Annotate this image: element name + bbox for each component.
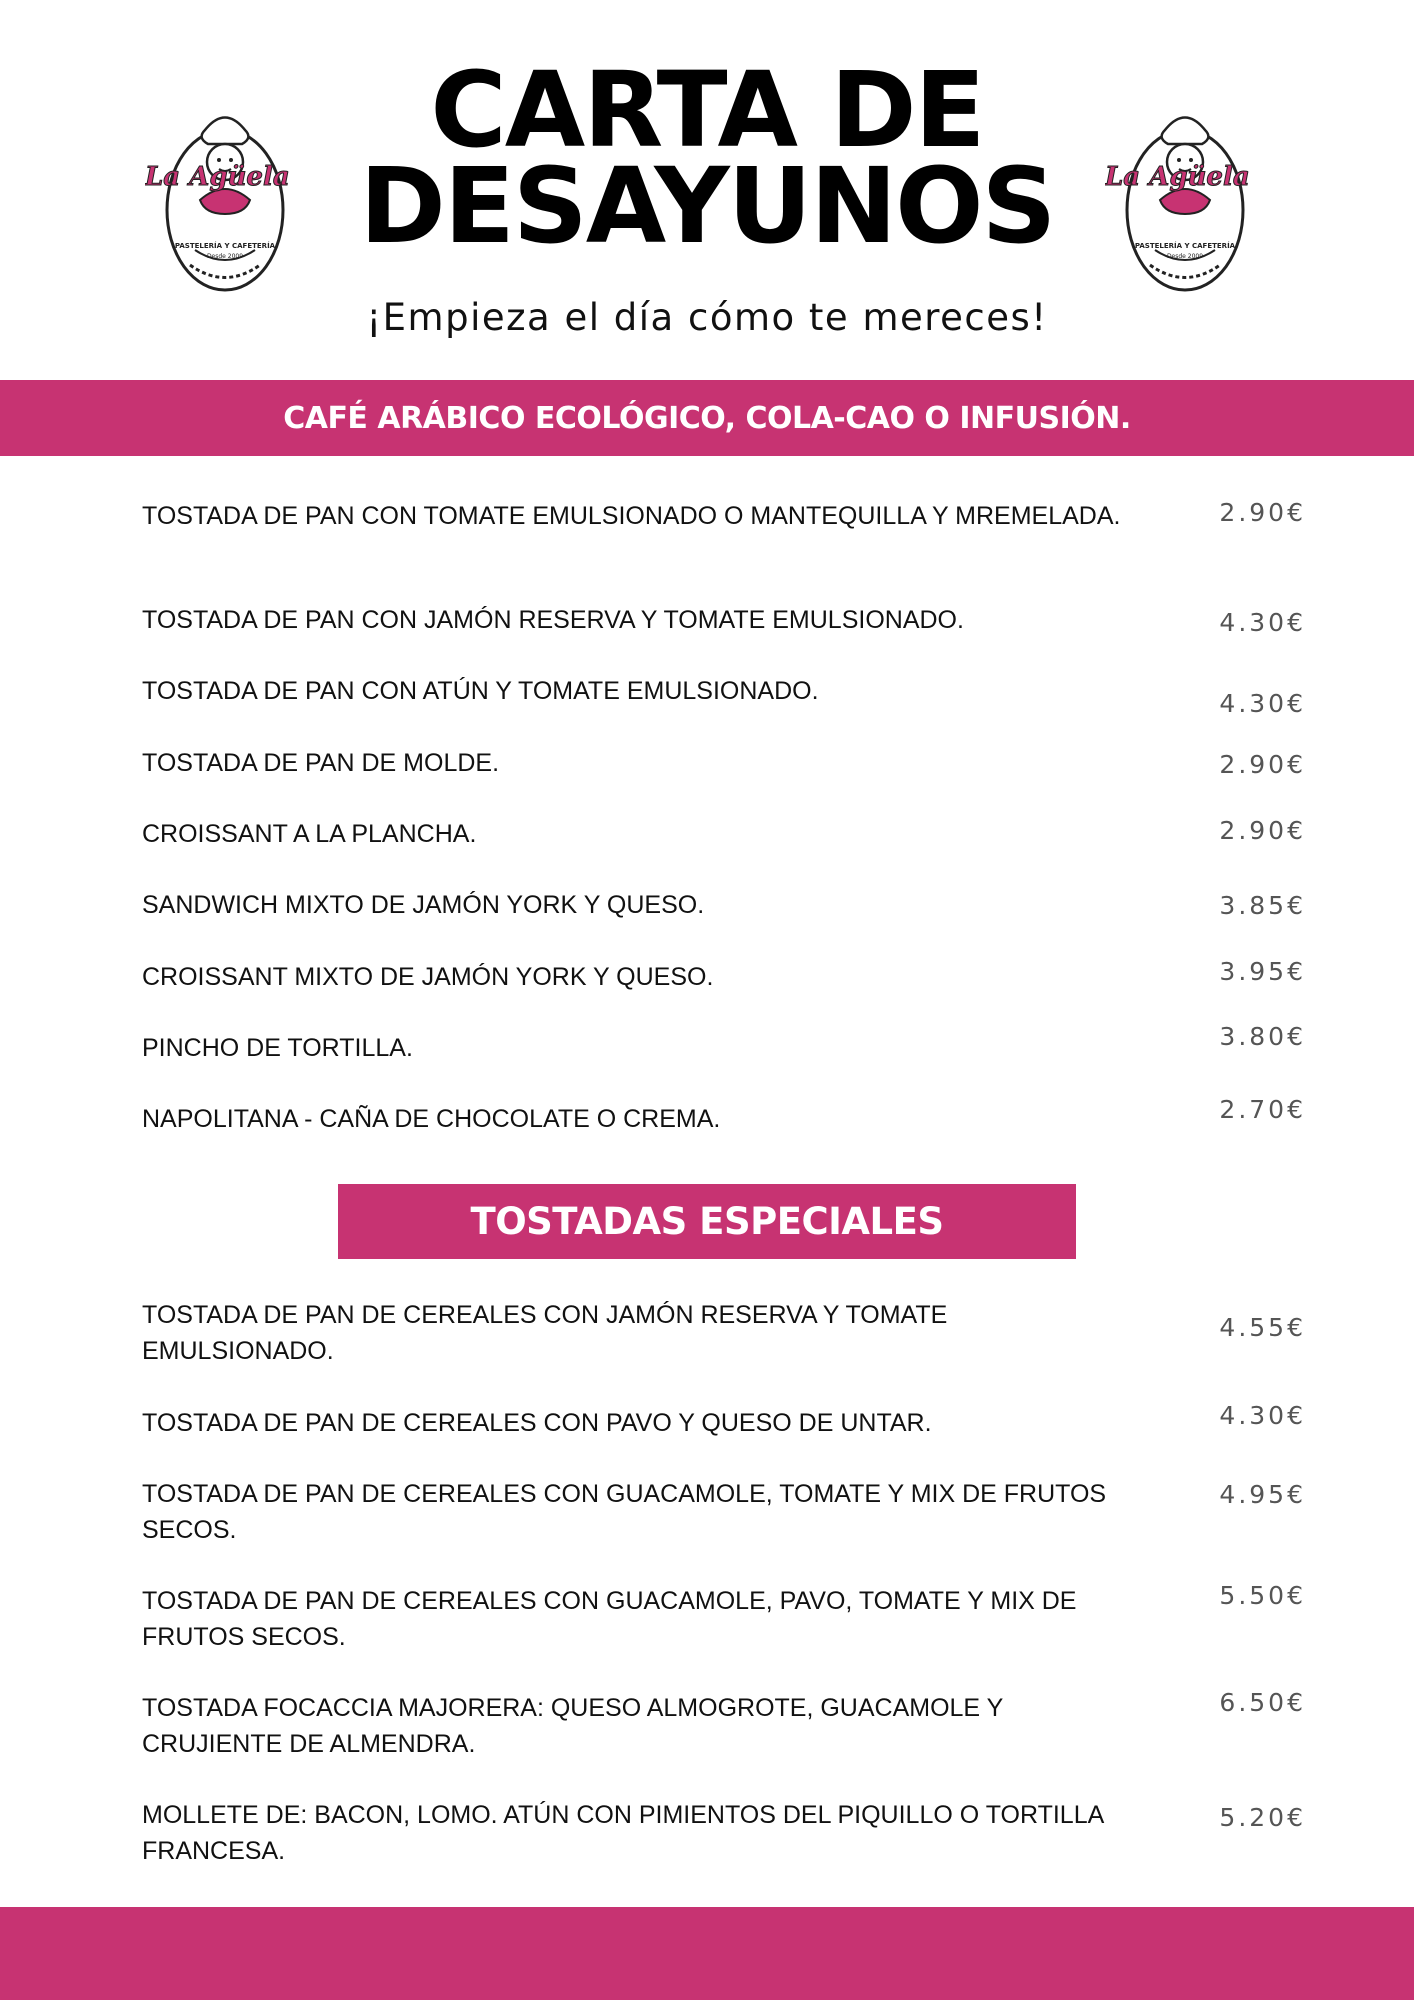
menu-item-name: NAPOLITANA - CAÑA DE CHOCOLATE O CREMA.	[142, 1105, 721, 1133]
menu-item-price: 2.90€	[1219, 816, 1306, 845]
footer-band	[0, 1907, 1414, 2000]
menu-item-price: 5.50€	[1219, 1581, 1306, 1610]
logo-right	[1105, 100, 1265, 300]
menu-item-price: 3.95€	[1219, 957, 1306, 986]
logo-tagline: PASTELERÍA Y CAFETERÍA	[1134, 242, 1236, 250]
menu-item-name: TOSTADA DE PAN DE MOLDE.	[142, 749, 500, 777]
title-line-1: CARTA DE	[430, 49, 984, 171]
section-banner-cafe: CAFÉ ARÁBICO ECOLÓGICO, COLA-CAO O INFUSIÓN.	[0, 380, 1414, 456]
menu-item-price: 6.50€	[1219, 1688, 1306, 1717]
menu-item-name: TOSTADA DE PAN CON ATÚN Y TOMATE EMULSIONADO.	[142, 677, 819, 705]
menu-item-price: 4.30€	[1219, 608, 1306, 637]
logo-since: Desde 2009	[206, 253, 244, 260]
menu-item-price: 2.70€	[1219, 1095, 1306, 1124]
menu-item-price: 4.55€	[1219, 1313, 1306, 1342]
menu-item-price: 4.30€	[1219, 1401, 1306, 1430]
menu-item-name: CROISSANT A LA PLANCHA.	[142, 820, 477, 848]
page-title	[300, 49, 1114, 267]
menu-item-name: TOSTADA DE PAN DE CEREALES CON PAVO Y QUESO DE UNTAR.	[142, 1409, 932, 1437]
logo-brand-text: La Agüela	[1105, 162, 1250, 192]
section-banner-tostadas-especiales: TOSTADAS ESPECIALES	[338, 1184, 1076, 1259]
title-line-2: DESAYUNOS	[359, 145, 1055, 267]
la-aguela-logo	[1105, 100, 1265, 300]
menu-item-name: TOSTADA DE PAN CON JAMÓN RESERVA Y TOMATE EMULSIONADO.	[142, 606, 964, 634]
menu-item-name: TOSTADA DE PAN DE CEREALES CON GUACAMOLE, PAVO, TOMATE Y MIX DE FRUTOS SECOS.	[142, 1587, 1077, 1651]
logo-brand-text: La Agüela	[145, 162, 290, 192]
menu-item-price: 3.85€	[1219, 891, 1306, 920]
menu-item-name: SANDWICH MIXTO DE JAMÓN YORK Y QUESO.	[142, 891, 705, 919]
menu-item-name: TOSTADA DE PAN CON TOMATE EMULSIONADO O MANTEQUILLA Y MREMELADA.	[142, 502, 1121, 530]
menu-item-price: 5.20€	[1219, 1803, 1306, 1832]
menu-item-price: 2.90€	[1219, 750, 1306, 779]
menu-item-name: TOSTADA DE PAN DE CEREALES CON JAMÓN RESERVA Y TOMATE EMULSIONADO.	[142, 1301, 948, 1365]
logo-tagline: PASTELERÍA Y CAFETERÍA	[174, 242, 276, 250]
menu-item-price: 2.90€	[1219, 498, 1306, 527]
menu-item-name: CROISSANT MIXTO DE JAMÓN YORK Y QUESO.	[142, 963, 714, 991]
logo-since: Desde 2009	[1166, 253, 1204, 260]
menu-item-name: TOSTADA FOCACCIA MAJORERA: QUESO ALMOGROTE, GUACAMOLE Y CRUJIENTE DE ALMENDRA.	[142, 1694, 1003, 1758]
la-aguela-logo	[145, 100, 305, 300]
menu-item-name: MOLLETE DE: BACON, LOMO. ATÚN CON PIMIENTOS DEL PIQUILLO O TORTILLA FRANCESA.	[142, 1801, 1103, 1865]
page-subtitle: ¡Empieza el día cómo te mereces!	[366, 296, 1048, 339]
menu-item-name: TOSTADA DE PAN DE CEREALES CON GUACAMOLE, TOMATE Y MIX DE FRUTOS SECOS.	[142, 1480, 1107, 1544]
menu-item-price: 3.80€	[1219, 1022, 1306, 1051]
logo-left	[145, 100, 305, 300]
menu-item-price: 4.95€	[1219, 1480, 1306, 1509]
menu-item-price: 4.30€	[1219, 689, 1306, 718]
menu-item-name: PINCHO DE TORTILLA.	[142, 1034, 413, 1062]
